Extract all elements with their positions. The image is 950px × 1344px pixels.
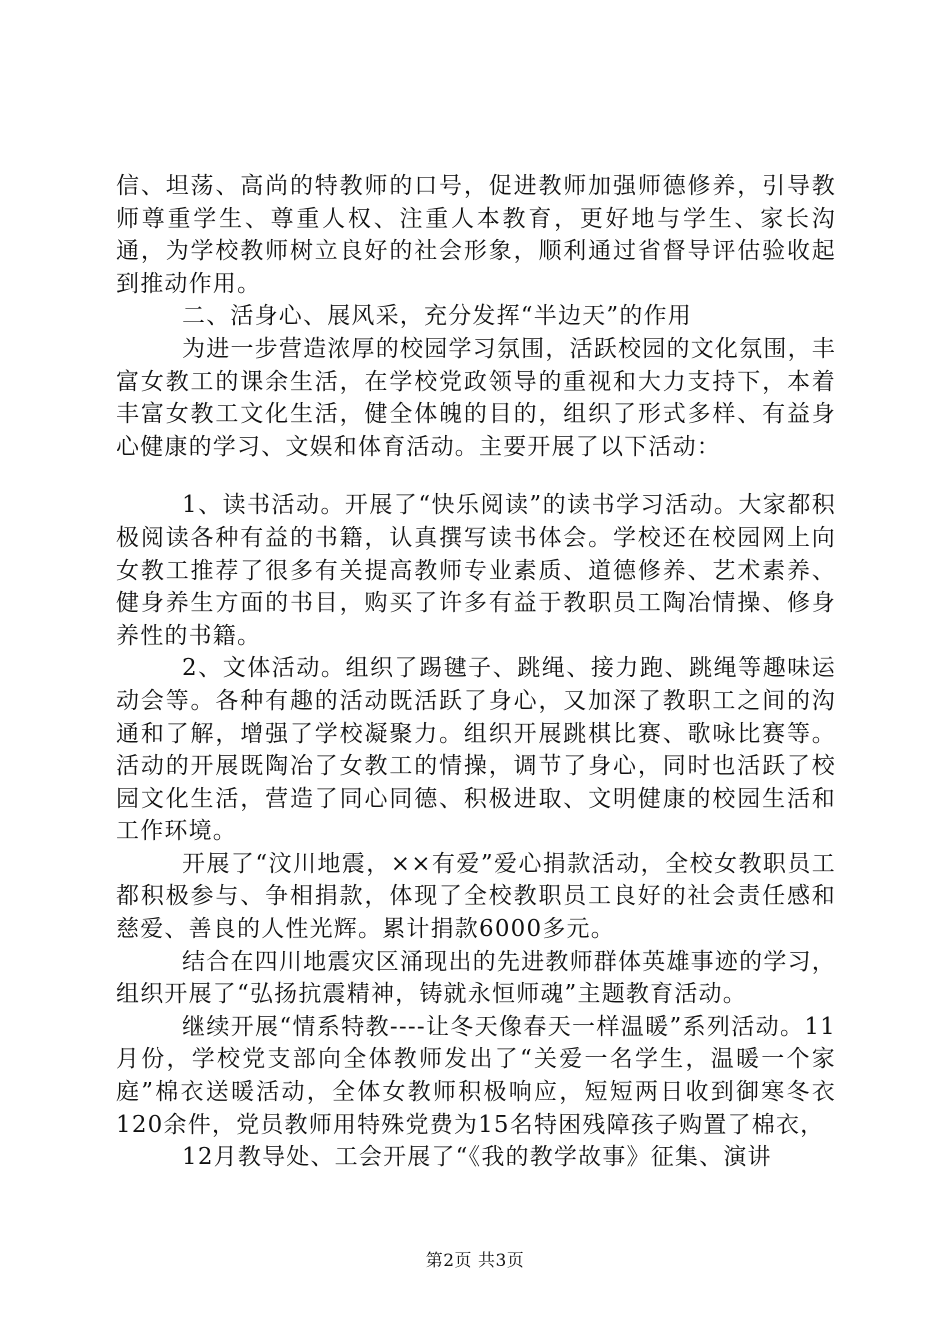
paragraph-education: 结合在四川地震灾区涌现出的先进教师群体英雄事迹的学习，组织开展了“弘扬抗震精神，铸就永恒师魂”主题教育活动。 xyxy=(116,948,836,1008)
paragraph-intro: 为进一步营造浓厚的校园学习氛围，活跃校园的文化氛围，丰富女教工的课余生活，在学校党政领导的重视和大力支持下，本着丰富女教工文化生活，健全体魄的目的，组织了形式多样、有益身心健康的学习、文娱和体育活动。主要开展了以下活动： xyxy=(116,335,836,460)
paragraph-continuation: 信、坦荡、高尚的特教师的口号，促进教师加强师德修养，引导教师尊重学生、尊重人权、注重人本教育，更好地与学生、家长沟通，为学校教师树立良好的社会形象，顺利通过省督导评估验收起到推动作用。 xyxy=(116,173,836,297)
section-heading: 二、活身心、展风采，充分发挥“半边天”的作用 xyxy=(182,303,692,330)
page-number: 第2页 共3页 xyxy=(425,1251,525,1271)
paragraph-winter-warmth: 继续开展“情系特教----让冬天像春天一样温暖”系列活动。11月份，学校党支部向全体教师发出了“关爱一名学生，温暖一个家庭”棉衣送暖活动，全体女教师积极响应，短短两日收到御寒冬衣120余件，党员教师用特殊党费为15名特困残障孩子购置了棉衣， xyxy=(116,1013,836,1138)
paragraph-donation: 开展了“汶川地震，××有爱”爱心捐款活动，全校女教职员工都积极参与、争相捐款，体现了全校教职员工良好的社会责任感和慈爱、善良的人性光辉。累计捐款6000多元。 xyxy=(116,850,836,943)
paragraph-reading-activity: 1、读书活动。开展了“快乐阅读”的读书学习活动。大家都积极阅读各种有益的书籍，认真撰写读书体会。学校还在校园网上向女教工推荐了很多有关提高教师专业素质、道德修养、艺术素养、健身养生方面的书目，购买了许多有益于教职员工陶冶情操、修身养性的书籍。 xyxy=(116,492,836,649)
paragraph-sports-activity: 2、文体活动。组织了踢毽子、跳绳、接力跑、跳绳等趣味运动会等。各种有趣的活动既活跃了身心，又加深了教职工之间的沟通和了解，增强了学校凝聚力。组织开展跳棋比赛、歌咏比赛等。活动的开展既陶冶了女教工的情操，调节了身心，同时也活跃了校园文化生活，营造了同心同德、积极进取、文明健康的校园生活和工作环境。 xyxy=(116,655,836,845)
document-body xyxy=(116,170,836,1174)
paragraph-teaching-story: 12月教导处、工会开展了“《我的教学故事》征集、演讲 xyxy=(182,1144,772,1171)
